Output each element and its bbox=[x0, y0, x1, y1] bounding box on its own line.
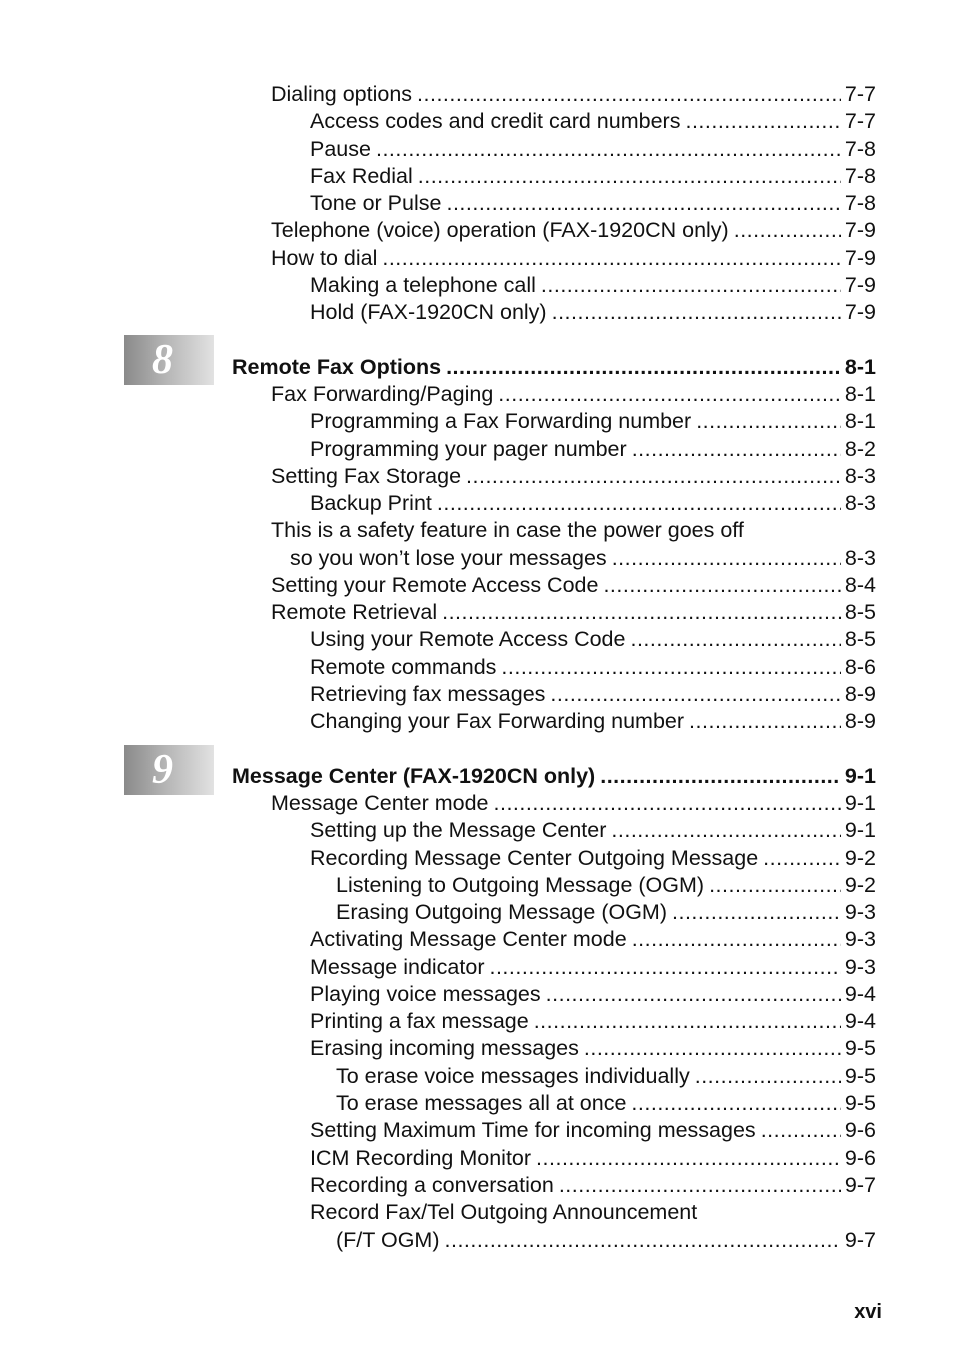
toc-entry[interactable] bbox=[336, 1063, 876, 1090]
toc-entry[interactable] bbox=[271, 81, 876, 108]
toc-entry[interactable] bbox=[336, 1090, 876, 1117]
entry-title: Hold (FAX-1920CN only) bbox=[310, 300, 547, 324]
entry-title: Setting your Remote Access Code bbox=[271, 573, 599, 597]
entry-page: 9-4 bbox=[844, 1009, 876, 1033]
entry-title: This is a safety feature in case the power goes off bbox=[271, 518, 744, 542]
entry-page: 7-8 bbox=[844, 191, 876, 215]
toc-entry[interactable] bbox=[290, 545, 876, 572]
toc-entry[interactable] bbox=[310, 408, 876, 435]
entry-title: Access codes and credit card numbers bbox=[310, 109, 681, 133]
entry-page: 9-3 bbox=[844, 955, 876, 979]
entry-page: 7-7 bbox=[844, 82, 876, 106]
entry-page: 7-9 bbox=[844, 273, 876, 297]
entry-page: 9-3 bbox=[844, 927, 876, 951]
toc-entry[interactable] bbox=[310, 108, 876, 135]
entry-page: 7-9 bbox=[844, 218, 876, 242]
entry-page: 9-3 bbox=[844, 900, 876, 924]
entry-title: Erasing Outgoing Message (OGM) bbox=[336, 900, 667, 924]
entry-title: Remote Fax Options bbox=[232, 355, 442, 379]
entry-page: 9-2 bbox=[844, 846, 876, 870]
toc-entry[interactable] bbox=[271, 245, 876, 272]
entry-title: Record Fax/Tel Outgoing Announcement bbox=[310, 1200, 698, 1224]
entry-page: 9-1 bbox=[844, 791, 876, 815]
toc-entry[interactable] bbox=[310, 981, 876, 1008]
toc-entry[interactable] bbox=[271, 572, 876, 599]
toc-entry[interactable] bbox=[271, 381, 876, 408]
entry-page: 8-5 bbox=[844, 627, 876, 651]
entry-page: 8-4 bbox=[844, 573, 876, 597]
entry-title: Recording a conversation bbox=[310, 1173, 554, 1197]
entry-title: Remote commands bbox=[310, 655, 497, 679]
entry-page: 8-9 bbox=[844, 682, 876, 706]
toc-entry[interactable] bbox=[310, 681, 876, 708]
entry-title: Activating Message Center mode bbox=[310, 927, 627, 951]
entry-page: 9-5 bbox=[844, 1036, 876, 1060]
toc-entry[interactable] bbox=[336, 899, 876, 926]
entry-title: Setting Maximum Time for incoming messages bbox=[310, 1118, 756, 1142]
toc-entry[interactable] bbox=[310, 817, 876, 844]
entry-title: To erase messages all at once bbox=[336, 1091, 627, 1115]
entry-page: 9-4 bbox=[844, 982, 876, 1006]
entry-title: Dialing options bbox=[271, 82, 413, 106]
entry-title: Tone or Pulse bbox=[310, 191, 442, 215]
toc-entry[interactable] bbox=[310, 1172, 876, 1199]
entry-title: ICM Recording Monitor bbox=[310, 1146, 532, 1170]
entry-title: Setting up the Message Center bbox=[310, 818, 607, 842]
entry-title: Fax Forwarding/Paging bbox=[271, 382, 494, 406]
chapter-tab-9 bbox=[124, 745, 214, 795]
entry-title: How to dial bbox=[271, 246, 378, 270]
entry-title: Message Center (FAX-1920CN only) bbox=[232, 764, 596, 788]
toc-entry[interactable] bbox=[310, 954, 876, 981]
entry-page: 8-3 bbox=[844, 464, 876, 488]
toc-entry[interactable] bbox=[271, 463, 876, 490]
toc-entry[interactable] bbox=[271, 599, 876, 626]
entry-page: 8-2 bbox=[844, 437, 876, 461]
toc-entry[interactable] bbox=[310, 190, 876, 217]
entry-page: 9-6 bbox=[844, 1146, 876, 1170]
entry-title: (F/T OGM) bbox=[336, 1228, 440, 1252]
toc-entry[interactable] bbox=[310, 708, 876, 735]
toc-entry[interactable] bbox=[310, 299, 876, 326]
toc-entry[interactable] bbox=[310, 490, 876, 517]
entry-page: 9-5 bbox=[844, 1091, 876, 1115]
toc-entry[interactable] bbox=[310, 136, 876, 163]
entry-page: 8-3 bbox=[844, 491, 876, 515]
entry-title: Setting Fax Storage bbox=[271, 464, 462, 488]
toc-entry[interactable] bbox=[310, 1199, 876, 1226]
entry-title: Retrieving fax messages bbox=[310, 682, 546, 706]
entry-title: Message indicator bbox=[310, 955, 485, 979]
entry-page: 7-9 bbox=[844, 246, 876, 270]
chapter-tab-8 bbox=[124, 335, 214, 385]
toc-entry[interactable] bbox=[310, 163, 876, 190]
entry-page: 9-5 bbox=[844, 1064, 876, 1088]
toc-entry[interactable] bbox=[271, 517, 876, 544]
entry-title: Message Center mode bbox=[271, 791, 489, 815]
entry-title: Changing your Fax Forwarding number bbox=[310, 709, 685, 733]
entry-title: Recording Message Center Outgoing Message bbox=[310, 846, 759, 870]
entry-title: To erase voice messages individually bbox=[336, 1064, 690, 1088]
entry-title: Fax Redial bbox=[310, 164, 413, 188]
entry-page: 9-7 bbox=[844, 1228, 876, 1252]
toc-entry[interactable] bbox=[310, 436, 876, 463]
entry-page: 8-5 bbox=[844, 600, 876, 624]
entry-title: Telephone (voice) operation (FAX-1920CN only) bbox=[271, 218, 729, 242]
entry-page: 7-8 bbox=[844, 137, 876, 161]
entry-title: Pause bbox=[310, 137, 371, 161]
toc-entry[interactable] bbox=[310, 1117, 876, 1144]
entry-page: 7-9 bbox=[844, 300, 876, 324]
toc-entry[interactable] bbox=[310, 1145, 876, 1172]
entry-title: so you won’t lose your messages bbox=[290, 546, 607, 570]
entry-page: 7-7 bbox=[844, 109, 876, 133]
toc-entry[interactable] bbox=[310, 654, 876, 681]
entry-page: 8-1 bbox=[844, 382, 876, 406]
entry-title: Listening to Outgoing Message (OGM) bbox=[336, 873, 705, 897]
chapter-number: 9 bbox=[152, 747, 173, 793]
entry-title: Programming your pager number bbox=[310, 437, 627, 461]
entry-page: 8-9 bbox=[844, 709, 876, 733]
entry-page: 9-1 bbox=[844, 764, 876, 788]
entry-page: 9-1 bbox=[844, 818, 876, 842]
entry-page: 9-6 bbox=[844, 1118, 876, 1142]
entry-page: 9-2 bbox=[844, 873, 876, 897]
toc-entry[interactable] bbox=[336, 872, 876, 899]
toc-entry[interactable] bbox=[310, 1035, 876, 1062]
entry-title: Programming a Fax Forwarding number bbox=[310, 409, 692, 433]
toc-entry[interactable] bbox=[310, 272, 876, 299]
entry-title: Backup Print bbox=[310, 491, 432, 515]
entry-title: Remote Retrieval bbox=[271, 600, 438, 624]
entry-page: 7-8 bbox=[844, 164, 876, 188]
entry-title: Using your Remote Access Code bbox=[310, 627, 626, 651]
toc-entry[interactable] bbox=[310, 845, 876, 872]
page-number: xvi bbox=[854, 1301, 882, 1323]
toc-entry[interactable] bbox=[310, 1008, 876, 1035]
entry-page: 8-3 bbox=[844, 546, 876, 570]
toc-entry[interactable] bbox=[271, 217, 876, 244]
toc-entry[interactable] bbox=[310, 926, 876, 953]
entry-title: Making a telephone call bbox=[310, 273, 536, 297]
entry-page: 8-1 bbox=[844, 355, 876, 379]
entry-title: Printing a fax message bbox=[310, 1009, 529, 1033]
chapter-number: 8 bbox=[152, 337, 173, 383]
toc-chapter-heading[interactable] bbox=[232, 354, 876, 381]
entry-page: 9-7 bbox=[844, 1173, 876, 1197]
entry-title: Erasing incoming messages bbox=[310, 1036, 579, 1060]
toc-chapter-heading[interactable] bbox=[232, 763, 876, 790]
toc-entry[interactable] bbox=[271, 790, 876, 817]
toc-entry[interactable] bbox=[336, 1227, 876, 1254]
toc-entry[interactable] bbox=[310, 626, 876, 653]
entry-title: Playing voice messages bbox=[310, 982, 541, 1006]
entry-page: 8-1 bbox=[844, 409, 876, 433]
entry-page: 8-6 bbox=[844, 655, 876, 679]
